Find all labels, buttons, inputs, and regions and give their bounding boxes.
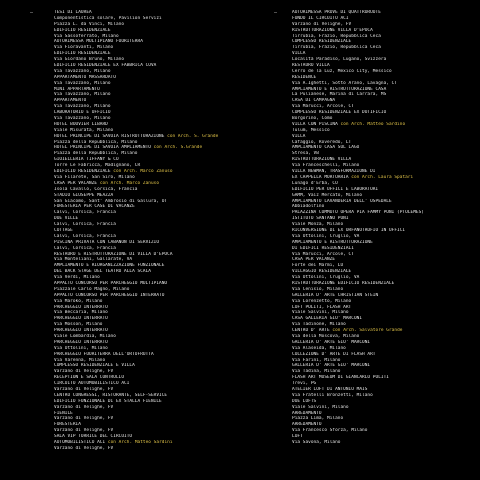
- project-line-text: COMPLESSO RESIDENZIALE: [292, 39, 352, 45]
- project-line-text: COMPLESSO RESIDENZIALE E VILLA: [54, 363, 135, 369]
- project-line-text: Via Tavazzano, Milano: [54, 116, 111, 122]
- project-line-text: DUE LOFTS: [292, 398, 317, 404]
- project-line-text: Via A.Ighetti, Sotto Arano, Lavagna, CT: [292, 80, 398, 86]
- project-line-text: PARCHEGGIO INTERRATO: [54, 316, 108, 322]
- project-line-text: EDIFICIO RESIDENZIALE: [54, 51, 111, 57]
- project-line-text: RESIDENCE: [292, 74, 317, 80]
- collaborator-credit: con Arch. Salvatore Grande: [332, 328, 403, 334]
- project-line-text: HOTEL BOUVIER LIBARD: [54, 121, 108, 127]
- project-line-text: APPARTAMENTO MASSARDATO: [54, 74, 116, 80]
- collaborator-credit: con Arch. Marco Zanuso: [99, 180, 160, 186]
- project-line-text: VILLA CON PISCINA: [292, 121, 338, 127]
- collaborator-credit: con Arch. Laura Spatari: [351, 174, 414, 180]
- project-line-text: ATELIER LOFT DI ANTONIO MAIS: [292, 387, 368, 392]
- project-line-text: GAMM, Vaiz Mercato, Milano: [292, 192, 363, 198]
- project-line-text: Via Sassoferrato, Milano: [54, 33, 119, 39]
- project-line-text: Isola Cavallo, Corsica, Francia: [54, 186, 138, 192]
- project-line-text: RISTRUTTURAZIONE VILLA: [292, 157, 352, 163]
- project-line-text: AMPLIAMENTO E RISTRUTTURAZIONE: [292, 239, 373, 245]
- project-line-text: Via della Moscova, Milano: [292, 333, 360, 339]
- project-line-text: Via Marucci, Arcole, CT: [292, 104, 354, 110]
- project-line-text: DUE VILLE: [54, 216, 79, 222]
- project-line-text: COTTAGE: [54, 227, 73, 233]
- project-line-text: Via Marucci, Arcole, CT: [292, 251, 354, 257]
- project-line-text: PARCHEGGIO INTERRATO: [54, 328, 108, 334]
- collaborator-credit: con Arch. Marco Zanuso: [113, 169, 173, 175]
- project-line: [292, 440, 477, 446]
- project-line-text: HOTEL PRINCIPE DI SAVOIA RISTRUTTURAZIONE: [54, 133, 165, 139]
- project-line-text: AMPLIAMENTO LAVANDERIA DELL' OSPEDALE: [292, 198, 392, 204]
- project-line-text: RESTAURO E RISTRUTTURAZIONE DI VILLA D'EPOCA: [54, 251, 173, 257]
- project-line-text: EDIFICIO FUNZIONALE DI EX STALLA FIENILE: [54, 398, 162, 404]
- project-line-text: DEL BACK STAGE DEL TEATRO ALLA SCALA: [54, 269, 151, 275]
- project-line-text: ISTITUTO SANTANO PONI: [292, 216, 349, 222]
- project-line-text: STADIO GIUSEPPE MEAZZA: [54, 192, 114, 198]
- project-line-text: Cafaggio, Roveredo, LT: [292, 139, 352, 145]
- project-line-text: LABORATORIO E UFFICIO: [54, 110, 111, 116]
- list-bullet: —: [30, 10, 34, 16]
- project-line-text: Calvi, Corsica, Francia: [54, 233, 116, 239]
- project-line-text: Borgorino, Como: [292, 116, 333, 122]
- project-line-text: PARCHEGGIO FUORITERRA DELL'ORTOFRUTTA: [54, 351, 154, 357]
- list-bullet: —: [274, 10, 278, 16]
- project-line-text: Viale Salvini, Milano: [292, 310, 349, 316]
- project-line-text: Cerro de la Luz, Mexico City, Messico: [292, 68, 392, 74]
- project-line-text: Via Tavazzano, Milano: [54, 68, 111, 74]
- project-line-text: Via Verdi, Milano: [54, 275, 100, 281]
- project-line-text: Calvi, Corsica, Francia: [54, 245, 116, 251]
- project-line-text: CASA PER VACANZE: [54, 180, 98, 186]
- project-line-text: Via Fioravanti, Milano: [54, 45, 114, 51]
- project-line-text: Via Tavazzano, Milano: [54, 104, 111, 110]
- project-line-text: Via Mosson, Milano: [54, 322, 103, 328]
- project-line-text: APPALTO CONCORSO PER PARCHEGGIO MULTIPIANO: [54, 280, 168, 286]
- project-line-text: FORESTERIA PER CASE DI VACANZE: [54, 204, 135, 210]
- project-line-text: Via Filarete, San Siro, Milano: [54, 174, 135, 180]
- project-line-text: Tirrubia, Frazio, Repubblica Ceca: [292, 45, 381, 51]
- project-line-text: EDIFICIO RESIDENZIALE EX FABBRICA COVA: [54, 63, 157, 69]
- project-line-text: APPARTAMENTO: [54, 98, 87, 104]
- project-line-text: Calvi, Corsica, Francia: [54, 222, 116, 228]
- project-line-text: Via Monteliani, Gallarate, VA: [54, 257, 133, 263]
- project-line: [54, 446, 269, 452]
- project-line-text: FUNDO IL CIRCUITO ACI: [292, 15, 349, 21]
- project-line-text: CENTRO CONGRESSI, RISTORANTE, SELF-SERVICE: [54, 392, 168, 398]
- collaborator-credit: con Arch. Matteo Sardini: [107, 440, 173, 446]
- project-line-text: TESI DI LAUREA: [54, 10, 92, 15]
- project-line-text: Località Paradiso, Lugano, Svizzera: [292, 57, 387, 63]
- project-line-text: CENTRO D' ARTE: [292, 328, 330, 334]
- project-line-text: Via Lorenzetto, Milano: [292, 298, 352, 304]
- project-line-text: Via Francesco Sforza, Milano: [292, 428, 368, 434]
- project-line-text: RISTRUTTURAZIONE EDIFICIO RESIDENZIALE: [292, 280, 395, 286]
- project-line-text: RISTRUTTURAZIONE VILLA D'EPOCA: [292, 27, 373, 33]
- project-line-text: EDIFICIO RESIDENZIALE: [54, 169, 111, 175]
- project-line-text: AMPLIAMENTO E RIORGANIZZAZIONE FUNZIONALE: [54, 263, 165, 269]
- project-line-text: CASA DI CAMPAGNA: [292, 98, 336, 104]
- project-line-text: PALAZZINA COMMUTO OPERA PIA FAMMY PONI (PTOLEMES): [292, 210, 424, 216]
- project-line-text: Via Tavazzano, Milano: [54, 80, 111, 86]
- project-line-text: EX CAPPELLA MORTUARIA: [292, 174, 349, 180]
- project-line-text: Varzano di Velighe, FV: [54, 404, 114, 410]
- project-line-text: ARREDAMENTO: [292, 410, 322, 416]
- project-line-text: COMPLESSO RESIDENZIALE EX DUTIFICIO: [292, 110, 387, 116]
- project-line-text: Via Giordano Bruno, Milano: [54, 57, 125, 63]
- project-line-text: Via Farini, Milano: [292, 357, 341, 363]
- right-project-column: [274, 10, 477, 446]
- project-line-text: ARREDAMENTO: [292, 422, 322, 428]
- project-line-text: Via Beccaria, Milano: [54, 310, 108, 316]
- collaborator-credit: con Arch. S. Grande: [167, 133, 219, 139]
- project-line-text: VILLA: [292, 51, 306, 57]
- project-line-text: Varzano di Velighe, FV: [54, 445, 114, 451]
- project-line-text: HOTEL PRINCIPE DI SAVOIA AMPLIAMENTO: [54, 145, 151, 151]
- project-line-text: Via Franceschelli, Milano: [292, 163, 360, 169]
- project-line-text: APPALTO CONCORSO PER PARCHEGGIO INTERRATO: [54, 292, 165, 298]
- project-line-text: Trevi, PG: [292, 381, 317, 387]
- project-line-text: Componentistica solare, Pavilion Servizi: [54, 15, 162, 21]
- project-line-text: AMPLIAMENTO E RISTRUTTURAZIONE CASA: [292, 86, 387, 92]
- project-line-text: AUTORIMESSA PROVE DI QUATTRORUOTE: [292, 10, 381, 15]
- project-line-text: Via Tadina, Milano: [292, 369, 341, 375]
- project-line-text: FIENILE: [54, 410, 73, 416]
- project-line-text: Torre Le Fabricca, Madignano, CR: [54, 163, 141, 169]
- project-line-text: Piazza Lima, Milano: [292, 416, 344, 422]
- project-line-text: RICONVERSIONE DI EX ORFANOTROFIO IN UFFICI: [292, 227, 406, 233]
- project-line-text: CASA GALLERIA GIO' MARCONI: [292, 316, 363, 322]
- project-line-text: Piazzale Carlo Magno, Milano: [54, 286, 130, 292]
- project-line-text: Via Varenna, Milano: [54, 357, 106, 363]
- project-line-text: PARCHEGGIO INTERRATO: [54, 304, 108, 310]
- project-line-text: Viale Lombardia, Milano: [54, 333, 116, 339]
- project-line-text: PISCINA PRIVATA CON CABANON DI SERVIZIO: [54, 239, 160, 245]
- project-line-text: Via Tavazzano, Milano: [54, 92, 111, 98]
- project-line-text: CASA PER VACANZE: [292, 257, 336, 263]
- project-line-text: GALLERIA D' ARTE GIO' MARCONI: [292, 339, 371, 345]
- project-line-text: Abbiadolfino: [292, 204, 325, 210]
- project-line-text: Via Maroko, Milano: [54, 298, 103, 304]
- project-line-text: Varzano di Velighe, FV: [54, 369, 114, 375]
- project-line-text: FORESTERIA: [54, 422, 81, 428]
- project-line-text: CIRCUITO AUTOMOBILISTICO ACI: [54, 381, 130, 387]
- project-line-text: Tulum, Messico: [292, 127, 330, 133]
- project-line-text: Via Fratelli Bronzetti, Milano: [292, 392, 373, 398]
- project-line-text: Varzano di Velighe, FV: [54, 387, 114, 392]
- project-line-text: VILLA: [292, 133, 306, 139]
- project-line-text: AUTOMOBILISTICO ACI: [54, 440, 106, 446]
- project-line-text: Via Ottolini, Milano: [54, 345, 108, 351]
- project-line-text: GALLERIA D' ARTE GIO' MARCONI: [292, 363, 371, 369]
- project-line-text: AMPLIAMENTO CASA SUL LAGO: [292, 145, 360, 151]
- project-line-text: Lunago d'Erba, CO: [292, 180, 338, 186]
- project-line-text: PARCHEGGIO INTERRATO: [54, 339, 108, 345]
- project-line-text: Via Alaseida, Milano: [292, 345, 346, 351]
- project-line-text: Via Tadinone, Milano: [292, 322, 346, 328]
- project-line-text: Viale Misurata, Milano: [54, 127, 114, 133]
- project-line-text: Varzano di Velighe, FV: [54, 416, 114, 422]
- project-line-text: Calvi, Corsica, Francia: [54, 210, 116, 216]
- project-line-text: SALA VIP TORRICE DEL CIRCUITO: [54, 434, 133, 440]
- project-line-text: GIOIELLERIA TIFFANY & CO: [54, 157, 119, 163]
- project-line-text: EDIFICIO RESIDENZIALE: [54, 27, 111, 33]
- project-line-text: Tirrubia, Frazio, Repubblica Ceca: [292, 33, 381, 39]
- left-project-column: [30, 10, 269, 452]
- project-line-text: LOFT: [292, 434, 303, 440]
- project-line-text: Piazza della Repubblica, Milano: [54, 151, 138, 157]
- project-line-text: Viale Salvini, Milano: [292, 404, 349, 410]
- project-line-text: RECEPTION E SALA CONTROLLO: [54, 375, 125, 381]
- project-line-text: Piazza L. da Vinci, Milano: [54, 21, 125, 27]
- project-line-text: FLASH ART MUSEUM DI GIANCARLO POLITI: [292, 375, 389, 381]
- project-line-text: Via Ottolini, Cruglio, VA: [292, 275, 360, 281]
- project-line-text: VILLA NEWMAN, TRASFORMAZIONE DI: [292, 169, 376, 175]
- collaborator-credit: con Arch. Matteo Sardino: [340, 121, 406, 127]
- project-line-text: MINI APPARTAMENTO: [54, 86, 100, 92]
- project-line-text: RESTAURO VILLA: [292, 63, 330, 69]
- project-line-text: Piazza della Repubblica, Milano: [54, 139, 138, 145]
- project-line-text: San Giacomo, Sant' Ambrosio di Gallura, OT: [54, 198, 168, 204]
- project-line-text: COLLEZIONE D' ARTE DI FLASH ART: [292, 351, 376, 357]
- project-line-text: Viale Monza, Milano: [292, 222, 344, 228]
- collaborator-credit: con Arch. S.Grande: [153, 145, 203, 151]
- project-line-text: La Pulianese, Marina di Carrara, MS: [292, 92, 387, 98]
- project-line-text: LOFT POLITI, FLASH ART: [292, 304, 352, 310]
- project-line-text: Varzano di Velighe, FV: [54, 428, 114, 434]
- project-line-text: GALLERIA D' ARTE CHRISTIAN STEIN: [292, 292, 379, 298]
- project-line-text: Via Cenisio, Milano: [292, 286, 344, 292]
- project-line-text: Via Ottolini, Cruglio, VA: [292, 233, 360, 239]
- project-line-text: VILLAGGIO RESIDENZIALE: [292, 269, 352, 275]
- project-line-text: Via Savona, Milano: [292, 440, 341, 446]
- project-line-text: Stresa, VB: [292, 151, 319, 157]
- project-line-text: Forte dei Marmi, LU: [292, 263, 344, 269]
- project-line-text: AUTORIMESSA MULTIPIANO FUORITERRA: [54, 39, 143, 45]
- project-line-text: EDIFICIO PER UFFICI E LABORATORI: [292, 186, 379, 192]
- project-line-text: DI EDIFICI RESIDENZIALI: [292, 245, 354, 251]
- project-line-text: Varzano di Velighe, FV: [292, 21, 352, 27]
